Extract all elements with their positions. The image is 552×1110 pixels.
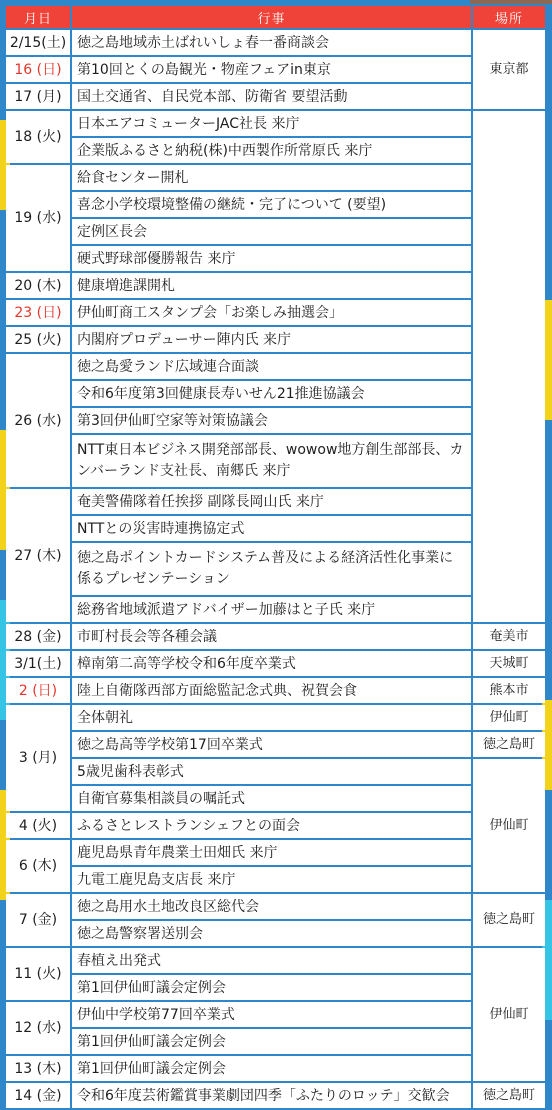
table-row: [6, 408, 545, 433]
date-cell: 18 (火): [6, 111, 70, 163]
event-cell: 企業版ふるさと納税(株)中西製作所常原氏 来庁: [72, 138, 471, 163]
schedule-table: [4, 4, 547, 1110]
event-cell: 自衛官募集相談員の嘱託式: [72, 786, 471, 811]
event-cell: 第1回伊仙町議会定例会: [72, 1029, 471, 1054]
table-row: [6, 1002, 545, 1027]
date-cell: 2/15(土): [6, 30, 70, 55]
date-cell: 25 (火): [6, 327, 70, 352]
event-cell: 給食センター開札: [72, 165, 471, 190]
event-cell: 徳之島ポイントカードシステム普及による経済活性化事業に係るプレゼンテーション: [72, 543, 471, 595]
table-row: [6, 786, 545, 811]
event-cell: 奄美警備隊着任挨拶 副隊長岡山氏 来庁: [72, 489, 471, 514]
date-cell: 14 (金): [6, 1083, 70, 1108]
table-row: [6, 192, 545, 217]
table-row: [6, 300, 545, 325]
table-row: [6, 840, 545, 865]
event-cell: 鹿児島県青年農業士田畑氏 来庁: [72, 840, 471, 865]
event-cell: 令和6年度第3回健康長寿いせん21推進協議会: [72, 381, 471, 406]
table-row: [6, 138, 545, 163]
table-row: [6, 597, 545, 622]
event-cell: 市町村長会等各種会議: [72, 624, 471, 649]
place-cell: 徳之島町: [473, 894, 545, 946]
event-cell: 春植え出発式: [72, 948, 471, 973]
date-cell: 13 (木): [6, 1056, 70, 1081]
event-cell: 日本エアコミューターJAC社長 来庁: [72, 111, 471, 136]
event-cell: 徳之島用水土地改良区総代会: [72, 894, 471, 919]
event-cell: 健康増進課開札: [72, 273, 471, 298]
table-row: [6, 813, 545, 838]
event-cell: 5歳児歯科表彰式: [72, 759, 471, 784]
date-cell: 26 (水): [6, 354, 70, 487]
event-cell: 九電工鹿児島支店長 来庁: [72, 867, 471, 892]
table-row: [6, 57, 545, 82]
event-cell: 定例区長会: [72, 219, 471, 244]
event-cell: 国土交通省、自民党本部、防衛省 要望活動: [72, 84, 471, 109]
table-row: [6, 165, 545, 190]
date-cell: 27 (木): [6, 489, 70, 622]
table-row: [6, 489, 545, 514]
date-cell: 11 (火): [6, 948, 70, 1000]
table-row: [6, 1083, 545, 1108]
date-cell: 3/1(土): [6, 651, 70, 676]
event-cell: 徳之島愛ランド広域連合面談: [72, 354, 471, 379]
event-cell: 第1回伊仙町議会定例会: [72, 975, 471, 1000]
table-row: [6, 543, 545, 595]
place-cell: 伊仙町: [473, 948, 545, 1081]
table-row: [6, 624, 545, 649]
header-row: [6, 6, 545, 28]
table-row: [6, 30, 545, 55]
event-cell: 喜念小学校環境整備の継続・完了について (要望): [72, 192, 471, 217]
event-cell: 徳之島高等学校第17回卒業式: [72, 732, 471, 757]
table-row: [6, 732, 545, 757]
table-row: [6, 327, 545, 352]
header-place: 場所: [473, 6, 545, 28]
table-row: [6, 219, 545, 244]
date-cell: 19 (水): [6, 165, 70, 271]
place-cell: 天城町: [473, 651, 545, 676]
event-cell: 伊仙町商工スタンプ会「お楽しみ抽選会」: [72, 300, 471, 325]
place-cell: 徳之島町: [473, 732, 545, 757]
event-cell: 第3回伊仙町空家等対策協議会: [72, 408, 471, 433]
event-cell: 総務省地域派遣アドバイザー加藤はと子氏 来庁: [72, 597, 471, 622]
date-cell: 28 (金): [6, 624, 70, 649]
date-cell: 12 (水): [6, 1002, 70, 1054]
table-row: [6, 678, 545, 703]
place-cell: 伊仙町: [473, 759, 545, 892]
table-row: [6, 759, 545, 784]
place-cell: 東京都: [473, 30, 545, 109]
table-row: [6, 1056, 545, 1081]
table-row: [6, 867, 545, 892]
event-cell: 第1回伊仙町議会定例会: [72, 1056, 471, 1081]
place-cell: 奄美市: [473, 624, 545, 649]
table-row: [6, 948, 545, 973]
event-cell: ふるさとレストランシェフとの面会: [72, 813, 471, 838]
date-cell: 16 (日): [6, 57, 70, 82]
table-row: [6, 921, 545, 946]
event-cell: 第10回とくの島観光・物産フェアin東京: [72, 57, 471, 82]
table-row: [6, 381, 545, 406]
date-cell: 2 (日): [6, 678, 70, 703]
event-cell: 徳之島警察署送別会: [72, 921, 471, 946]
table-row: [6, 705, 545, 730]
table-row: [6, 975, 545, 1000]
table-row: [6, 516, 545, 541]
schedule-rows: [6, 30, 545, 1108]
table-row: [6, 651, 545, 676]
event-cell: 全体朝礼: [72, 705, 471, 730]
date-cell: 4 (火): [6, 813, 70, 838]
table-row: [6, 111, 545, 136]
event-cell: 陸上自衛隊西部方面総監記念式典、祝賀会食: [72, 678, 471, 703]
event-cell: 樟南第二高等学校令和6年度卒業式: [72, 651, 471, 676]
date-cell: 7 (金): [6, 894, 70, 946]
place-cell: [473, 111, 545, 622]
header-date: 月日: [6, 6, 70, 28]
place-cell: 徳之島町: [473, 1083, 545, 1108]
place-cell: 熊本市: [473, 678, 545, 703]
table-row: [6, 84, 545, 109]
date-cell: 23 (日): [6, 300, 70, 325]
event-cell: NTT東日本ビジネス開発部部長、wowow地方創生部部長、カンバーランド支社長、南郷氏 来庁: [72, 435, 471, 487]
date-cell: 17 (月): [6, 84, 70, 109]
table-row: [6, 894, 545, 919]
table-row: [6, 1029, 545, 1054]
date-cell: 3 (月): [6, 705, 70, 811]
event-cell: 内閣府プロデューサー陣内氏 来庁: [72, 327, 471, 352]
date-cell: 20 (木): [6, 273, 70, 298]
table-row: [6, 273, 545, 298]
event-cell: 硬式野球部優勝報告 来庁: [72, 246, 471, 271]
event-cell: NTTとの災害時連携協定式: [72, 516, 471, 541]
table-row: [6, 435, 545, 487]
event-cell: 徳之島地域赤土ばれいしょ春一番商談会: [72, 30, 471, 55]
date-cell: 6 (木): [6, 840, 70, 892]
event-cell: 令和6年度芸術鑑賞事業劇団四季「ふたりのロッテ」交歓会: [72, 1083, 471, 1108]
table-row: [6, 246, 545, 271]
header-event: 行事: [72, 6, 471, 28]
place-cell: 伊仙町: [473, 705, 545, 730]
event-cell: 伊仙中学校第77回卒業式: [72, 1002, 471, 1027]
table-row: [6, 354, 545, 379]
